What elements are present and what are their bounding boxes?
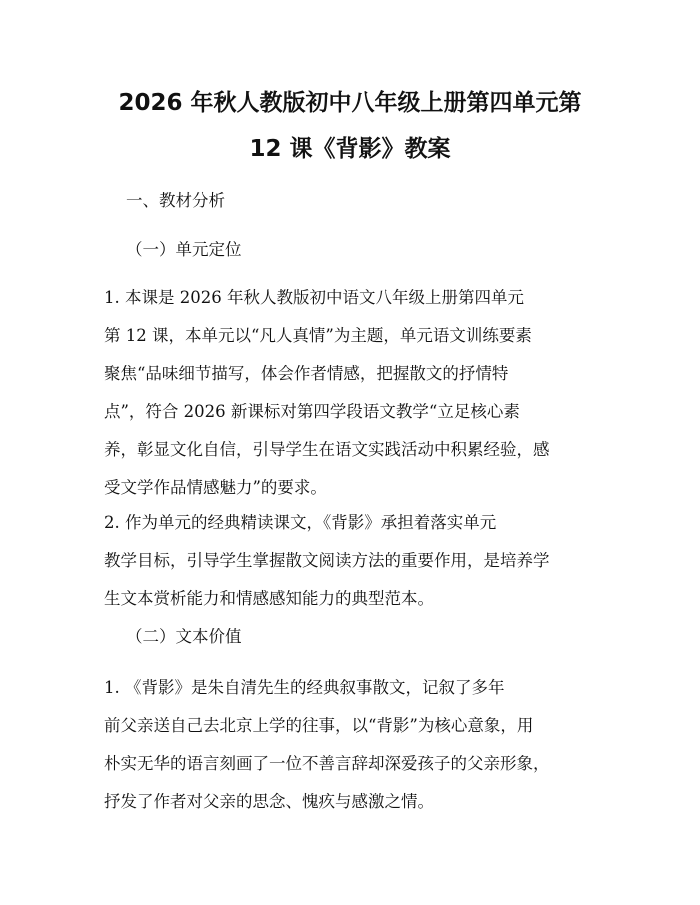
text-line: 教学目标，引导学生掌握散文阅读方法的重要作用，是培养学 — [104, 551, 550, 570]
text-line: 抒发了作者对父亲的思念、愧疚与感激之情。 — [104, 792, 434, 811]
section-heading-textbook-analysis: 一、教材分析 — [126, 191, 225, 210]
subsection-heading-text-value: （二）文本价值 — [126, 627, 242, 646]
text-line: 点”，符合 2026 新课标对第四学段语文教学“立足核心素 — [104, 402, 520, 421]
text-line: 聚焦“品味细节描写，体会作者情感，把握散文的抒情特 — [104, 364, 509, 383]
text-line: 2. 作为单元的经典精读课文，《背影》承担着落实单元 — [104, 513, 497, 532]
text-line: 1. 《背影》是朱自清先生的经典叙事散文，记叙了多年 — [104, 678, 505, 697]
document-title-line-1: 2026 年秋人教版初中八年级上册第四单元第 — [118, 90, 582, 116]
text-line: 1. 本课是 2026 年秋人教版初中语文八年级上册第四单元 — [104, 288, 524, 307]
document-title-line-2: 12 课《背影》教案 — [249, 136, 451, 162]
text-line: 受文学作品情感魅力”的要求。 — [104, 478, 327, 497]
text-line: 前父亲送自己去北京上学的往事，以“背影”为核心意象，用 — [104, 716, 534, 735]
text-line: 养，彰显文化自信，引导学生在语文实践活动中积累经验，感 — [104, 440, 550, 459]
text-line: 朴实无华的语言刻画了一位不善言辞却深爱孩子的父亲形象， — [104, 754, 550, 773]
text-line: 第 12 课，本单元以“凡人真情”为主题，单元语文训练要素 — [104, 326, 532, 345]
subsection-heading-unit-positioning: （一）单元定位 — [126, 240, 242, 259]
text-line: 生文本赏析能力和情感感知能力的典型范本。 — [104, 589, 434, 608]
